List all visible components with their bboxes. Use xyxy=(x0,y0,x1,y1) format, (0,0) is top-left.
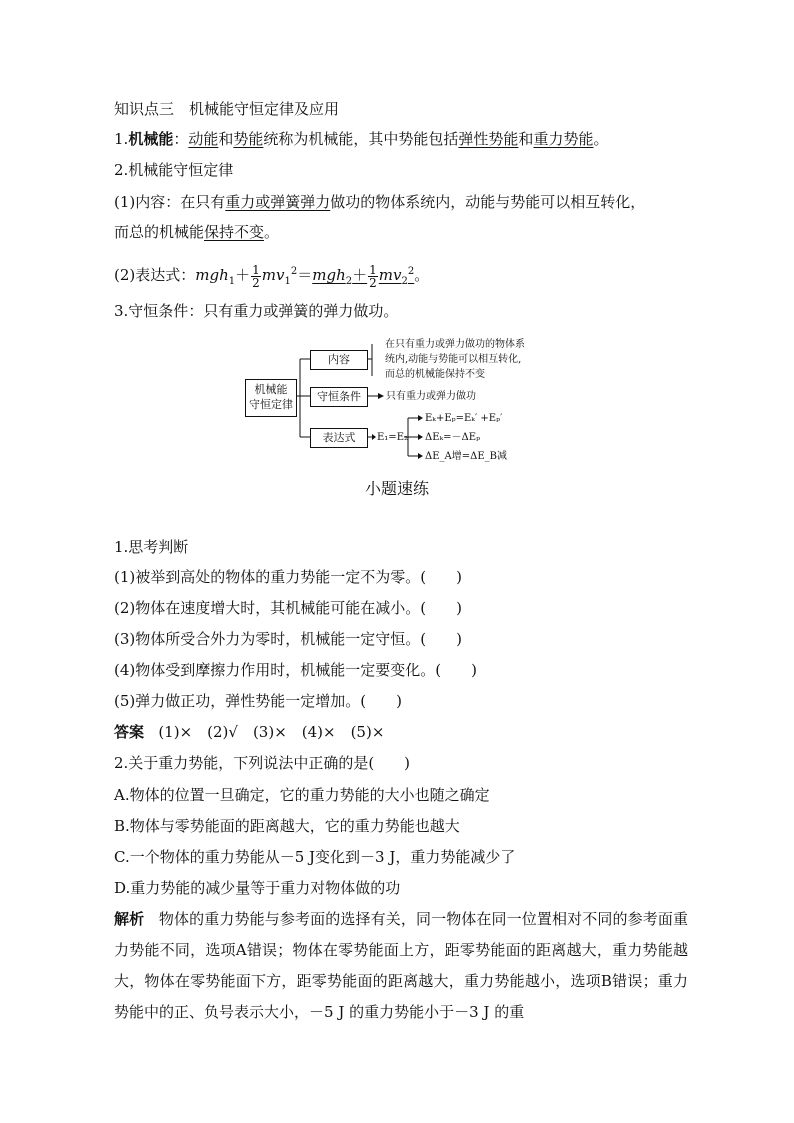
content-line-2: 而总的机械能保持不变。 xyxy=(114,223,280,241)
answer-label: 答案 xyxy=(114,723,145,741)
diagram-expr-main: E₁=E₂ xyxy=(377,432,408,443)
blank-kinetic-energy: 动能 xyxy=(188,130,219,148)
item2-title: 2.机械能守恒定律 xyxy=(114,161,234,179)
diagram-box-content: 内容 xyxy=(310,350,368,370)
diagram-box-condition: 守恒条件 xyxy=(310,387,368,407)
q2-title: 2.关于重力势能，下列说法中正确的是( ) xyxy=(114,754,411,772)
concept-diagram xyxy=(240,334,560,468)
q1-statement-2: (2)物体在速度增大时，其机械能可能在减小。( ) xyxy=(114,599,462,617)
diagram-expr-2: ΔEₖ=－ΔEₚ xyxy=(425,432,481,443)
item1-mechanical-energy: 1.机械能：动能和势能统称为机械能，其中势能包括弹性势能和重力势能。 xyxy=(114,130,609,148)
q1-title: 1.思考判断 xyxy=(114,538,189,556)
blank-gravitational-potential: 重力势能 xyxy=(533,130,594,148)
fraction-half-2: $\frac{1}{2}$ xyxy=(369,262,377,290)
diagram-box-expression: 表达式 xyxy=(310,428,368,448)
q2-analysis: 解析 物体的重力势能与参考面的选择有关，同一物体在同一位置相对不同的参考面重力势能不同，选项A错误；物体在零势能面上方，距零势能面的距离越大，重力势能越大，物体在零势能面下方，距零势能面的距离越大，重力势能越小，选项B错误；重力势能中的正、负号表示大小，－5 J 的重力势能小于－3 J 的重 xyxy=(114,910,688,1021)
quiz-title: 小题速练 xyxy=(364,479,429,498)
item1-label: 机械能 xyxy=(128,130,174,148)
q1-answer: 答案 (1)× (2)√ (3)× (4)× (5)× xyxy=(114,723,385,741)
fraction-half-1: $\frac{1}{2}$ xyxy=(252,262,260,290)
q1-statement-3: (3)物体所受合外力为零时，机械能一定守恒。( ) xyxy=(114,630,462,648)
expression-line: (2)表达式：mgh$_1$＋ $\frac{1}{2}$ $mv_1^2=mgh_2+$ $\frac{1}{2}$ $mv_2^2$。 xyxy=(114,262,430,290)
q2-option-d: D.重力势能的减少量等于重力对物体做的功 xyxy=(114,879,401,897)
q2-option-a: A.物体的位置一旦确定，它的重力势能的大小也随之确定 xyxy=(114,786,490,804)
blank-potential-energy: 势能 xyxy=(233,130,264,148)
diagram-content-text: 在只有重力或弹力做功的物体系 统内,动能与势能可以相互转化, 而总的机械能保持不变 xyxy=(385,339,525,380)
q1-statement-5: (5)弹力做正功，弹性势能一定增加。( ) xyxy=(114,692,402,710)
content-line-1: (1)内容：在只有重力或弹簧弹力做功的物体系统内，动能与势能可以相互转化， xyxy=(114,193,646,211)
diagram-expr-3: ΔE_A增=ΔE_B减 xyxy=(425,451,507,462)
blank-expression-right: mgh$_2$＋ $\frac{1}{2}$ $mv_2^2$ xyxy=(312,262,415,290)
section-title: 知识点三 机械能守恒定律及应用 xyxy=(114,100,340,118)
blank-conserved: 保持不变 xyxy=(204,223,265,241)
q1-statement-1: (1)被举到高处的物体的重力势能一定不为零。( ) xyxy=(114,568,462,586)
q2-option-b: B.物体与零势能面的距离越大，它的重力势能也越大 xyxy=(114,817,460,835)
diagram-condition-text: 只有重力或弹力做功 xyxy=(386,391,476,402)
q1-statement-4: (4)物体受到摩擦力作用时，机械能一定要变化。( ) xyxy=(114,661,477,679)
diagram-root-box: 机械能 守恒定律 xyxy=(245,379,297,417)
analysis-label: 解析 xyxy=(114,910,145,928)
item3-condition: 3.守恒条件：只有重力或弹簧的弹力做功。 xyxy=(114,302,399,320)
blank-elastic-potential: 弹性势能 xyxy=(458,130,519,148)
q2-option-c: C.一个物体的重力势能从－5 J变化到－3 J，重力势能减少了 xyxy=(114,848,516,866)
diagram-expr-1: Eₖ+Eₚ=Eₖ′ +Eₚ′ xyxy=(425,413,503,424)
blank-force-condition: 重力或弹簧弹力 xyxy=(225,193,331,211)
